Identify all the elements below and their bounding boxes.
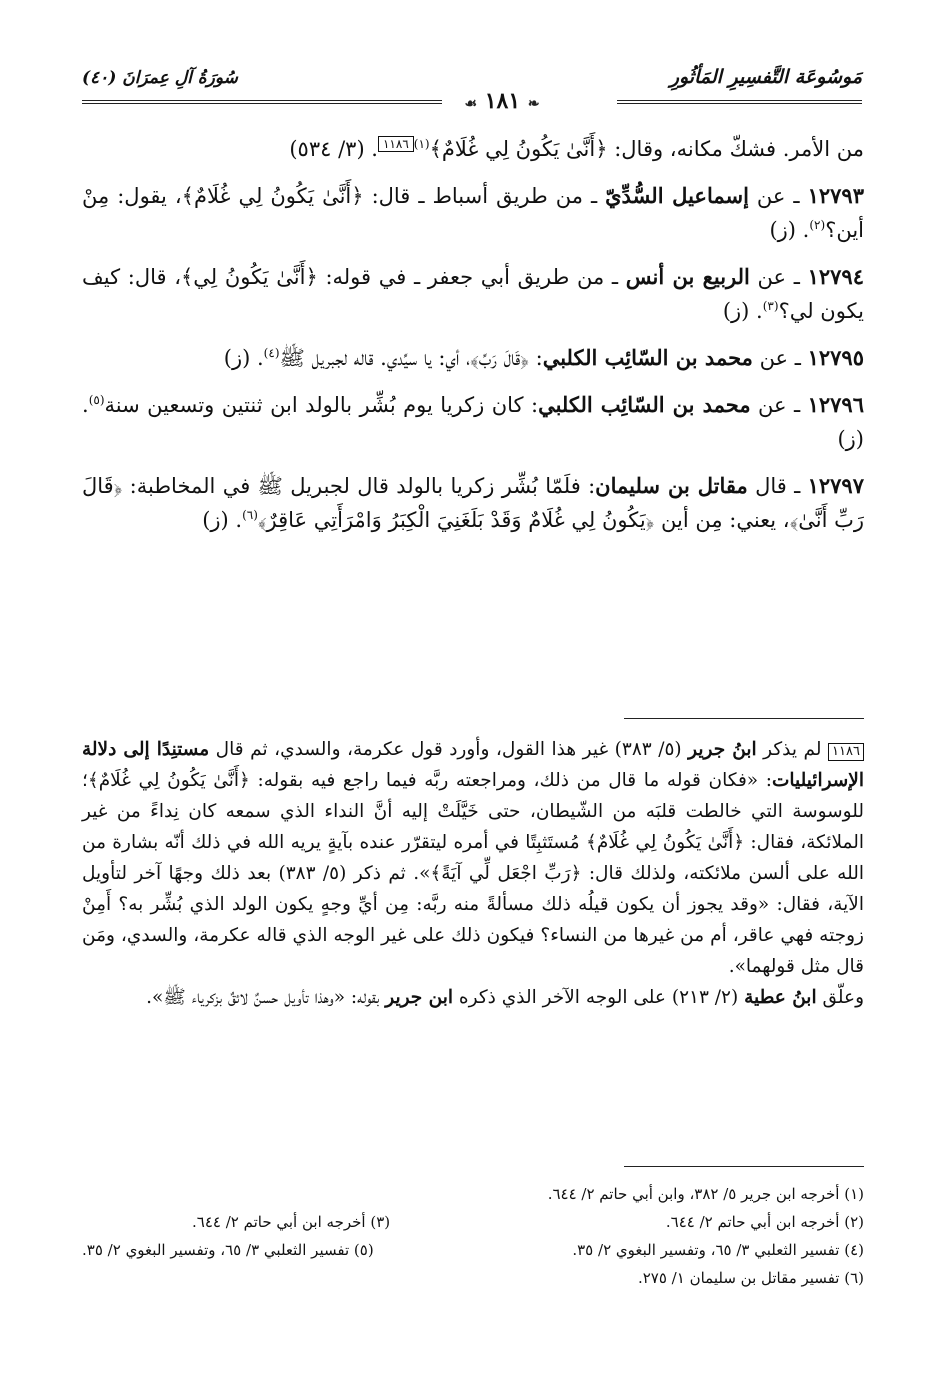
surah-title: سُورَةُ آلِ عِمرَانَ (٤٠) [82,68,238,88]
footnote-row [82,1180,864,1208]
footnote-ref: (١) [413,137,430,151]
page-number: ١٨١ [484,88,521,114]
entry-tail: . (ز) [202,508,243,532]
intro-paragraph [82,132,864,166]
header-rule-left [82,100,442,104]
footnote-row [82,1236,864,1264]
volume-ref: . (٣/ ٥٣٤) [289,137,378,161]
ornament-icon: ❧ [527,96,540,112]
footnote-1: (١) أخرجه ابن جرير ٥/ ٣٨٢، وابن أبي حاتم ٢/ ٦٤٤. [547,1185,864,1203]
quran-quote: ﴿أَنَّىٰ يَكُونُ لِي غُلَامٌ﴾ [429,137,608,161]
narrator-name: مقاتل بن سليمان [595,473,748,498]
scholar-name: ابنُ جرير [688,739,757,760]
entry-12795 [82,341,864,375]
entry-number: ١٢٧٩٣ [807,183,864,208]
narrator-name: إسماعيل السُّدِّيّ [605,183,749,208]
entry-number: ١٢٧٩٤ [807,264,864,289]
commentary-paragraph [82,982,864,1013]
quran-quote: ﴿قَالَ رَبِّ أَنَّىٰ﴾ [82,474,864,532]
entry-number: ١٢٧٩٧ [807,473,864,498]
commentary-separator [624,718,864,719]
narrator-name: محمد بن السّائِب الكلبي [542,345,753,370]
commentary-text: (٥/ ٣٨٣) غير هذا القول، وأورد قول عكرمة، والسدي، ثم قال [209,739,689,760]
commentary-ref-box: ١١٨٦ [378,136,414,152]
entry-text: ، يعني: مِن أين ﴿يَكُونُ لِي غُلَامٌ وَقَدْ بَلَغَنِيَ الْكِبَرُ وَامْرَأَتِي عَاقِرٌ﴾ [257,508,790,532]
footnote-separator [624,1166,864,1167]
commentary-text: (٢/ ٢١٣) على الوجه الآخر الذي ذكره [453,987,745,1008]
commentary-text: لم يذكر [756,739,829,760]
footnote-row [82,1264,864,1292]
commentary-section [82,734,864,1013]
commentary-paragraph [82,734,864,982]
header-rule-right [617,100,862,104]
entry-text: ـ من طريق أسباط ـ قال: [363,184,606,208]
commentary-text: بقوله: «وهذا تأويل حسنٌ لائقٌ بزكرياء ﷺ». [146,987,386,1008]
entry-text: ـ من طريق أبي جعفر ـ في قوله: [317,265,626,289]
footnotes [82,1180,864,1292]
entry-number: ١٢٧٩٦ [807,392,864,417]
scholar-name: ابن جرير [385,987,454,1008]
footnote-ref: (٦) [242,508,258,522]
entry-12796 [82,388,864,456]
footnote-ref: (٣) [762,299,779,313]
main-text [82,132,864,550]
entry-tail: . (ز) [722,299,763,323]
footnote-row [82,1208,864,1236]
entry-12797 [82,469,864,537]
entry-text: : فلَمّا بُشِّر زكريا بالولد قال لجبريل ﷺ في المخاطبة: [122,474,596,498]
entry-text: ، أي: يا سيِّدي. قاله لجبريل ﷺ [279,346,471,370]
quran-quote: ﴿أَنَّىٰ يَكُونُ لِي غُلَامٌ﴾ [181,184,364,208]
commentary-text: : «فكان قوله ما قال من ذلك، ومراجعته ربَّه فيما راجع فيه بقوله: ﴿أَنَّىٰ يَكُونُ لِي غُلَامٌ﴾؛ للوسوسة التي خالطت قلبَه من الشّيطان، حتى خَيَّلَتْ إليه أنَّ النداء الذي سمعه كان نِداءً من غير الملائكة، فقال: ﴿أَنَّىٰ يَكُونُ لِي غُلَامٌ﴾ مُستَثبِتًا في أمره ليتقرّر عنده بآيةٍ يريه الله في ذلك أنّه بشارة من الله على ألسن ملائكته، ولذلك قال: ﴿رَبِّ اجْعَل لِّي آيَةً﴾». ثم ذكر (٥/ ٣٨٣) بعد ذلك وجهًا آخر لتأويل الآية، فقال: «وقد يجوز أن يكون قيلُه ذلك مسألةً منه ربَّه: مِن أيِّ وجهٍ يكون الولد الذي بُشِّر به؟ أَمِنْ زوجته فهي عاقر، أم من غيرها من النساء؟ فيكون ذلك على غير الوجه الذي قاله عكرمة، والسدي، ومَن قال مثل قولهما». [82,770,865,977]
entry-connector: ـ قال [747,474,808,498]
entry-number: ١٢٧٩٥ [807,345,864,370]
entry-connector: ـ عن [748,184,808,208]
entry-text: : [528,346,543,370]
narrator-name: محمد بن السّائِب الكلبي [538,392,751,417]
entry-tail: . (ز) [769,218,810,242]
ornament-icon: ☙ [464,96,478,112]
footnote-4: (٤) تفسير الثعلبي ٣/ ٦٥، وتفسير البغوي ٢/ ٣٥. [572,1241,864,1259]
entry-12794 [82,260,864,328]
entry-12793 [82,179,864,247]
page-header [82,66,862,122]
footnote-ref: (٥) [88,393,105,407]
book-title: مَوسُوعَة التَّفسِيرِ المَأثُورِ [669,66,862,88]
quran-quote: ﴿أَنَّىٰ يَكُونُ لِي﴾ [180,265,318,289]
footnote-3: (٣) أخرجه ابن أبي حاتم ٢/ ٦٤٤. [192,1213,391,1231]
entry-text: : كان زكريا يوم بُشِّر بالولد ابن ثنتين وتسعين سنة [104,393,539,417]
entry-connector: ـ عن [752,346,808,370]
footnote-6: (٦) تفسير مقاتل بن سليمان ١/ ٢٧٥. [637,1269,864,1287]
entry-text: ، يقول: مِنْ أين؟ [82,184,864,242]
footnote-ref: (٢) [809,218,826,232]
commentary-text: وعلّق [816,987,864,1008]
commentary-number-box: ١١٨٦ [828,743,864,761]
entry-connector: ـ عن [750,393,808,417]
footnote-5: (٥) تفسير الثعلبي ٣/ ٦٥، وتفسير البغوي ٢/ ٣٥. [82,1241,374,1259]
commentary-emphasis: مستنِدًا إلى دلالة الإسرائيليات [82,739,864,791]
entry-connector: ـ عن [749,265,808,289]
intro-text: من الأمر. فشكّ مكانه، وقال: [607,137,864,161]
page-number-block [442,88,562,114]
entry-text: ، قال: كيف يكون لي؟ [82,265,864,323]
footnote-ref: (٤) [263,346,280,360]
quran-quote: ﴿قَالَ رَبِّ﴾ [470,346,529,370]
entry-tail: . (ز) [82,393,864,451]
entry-tail: . (ز) [223,346,264,370]
scholar-name: ابنُ عطية [744,987,817,1008]
narrator-name: الربيع بن أنس [625,264,750,289]
footnote-2: (٢) أخرجه ابن أبي حاتم ٢/ ٦٤٤. [665,1213,864,1231]
